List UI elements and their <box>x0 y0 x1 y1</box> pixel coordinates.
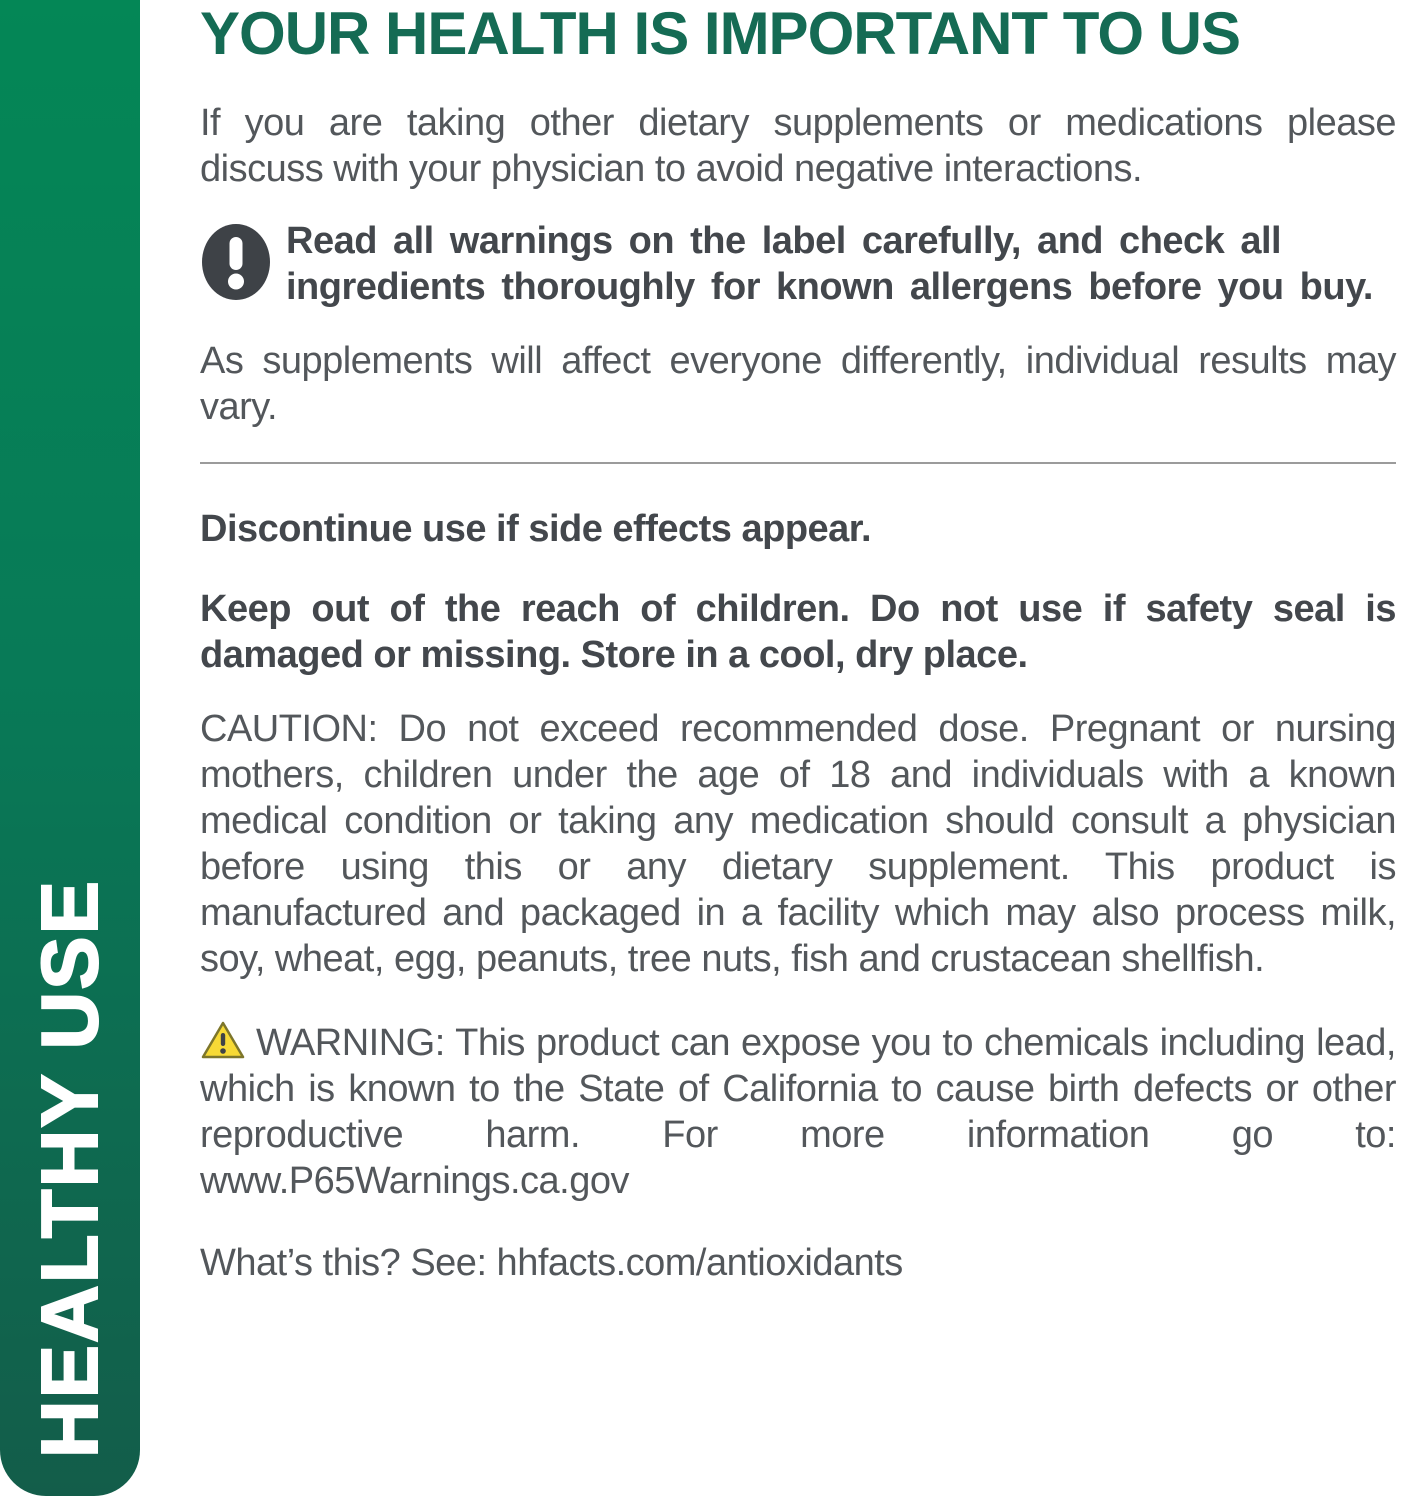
read-warnings-row <box>200 218 1396 310</box>
intro-paragraph: If you are taking other dietary supplements or medications please discuss with your physician to avoid negative interactions. <box>200 102 1396 190</box>
caution-paragraph: CAUTION: Do not exceed recommended dose. Pregnant or nursing mothers, children under the age of 18 and individuals with a known medical condition or taking any medication should consult a physician before using this or any dietary supplement. This product is manufactured and packaged in a facility which may also process milk, soy, wheat, egg, peanuts, tree nuts, fish and crustacean shellfish. <box>200 708 1396 980</box>
results-vary-paragraph: As supplements will affect everyone differently, individual results may vary. <box>200 340 1396 428</box>
whats-this-paragraph: What’s this? See: hhfacts.com/antioxidants <box>200 1242 903 1284</box>
discontinue-paragraph: Discontinue use if side effects appear. <box>200 508 872 550</box>
warning-triangle-icon <box>200 1020 246 1060</box>
page-title: YOUR HEALTH IS IMPORTANT TO US <box>200 0 1241 67</box>
exclamation-circle-icon <box>200 222 272 302</box>
sidebar-vertical-label: HEALTHY USE <box>25 878 114 1458</box>
read-warnings-text: Read all warnings on the label carefully, and check all ingredients thoroughly for known allergens before you buy. <box>286 220 1373 308</box>
keep-out-paragraph: Keep out of the reach of children. Do not use if safety seal is damaged or missing. Store in a cool, dry place. <box>200 588 1396 676</box>
label-content <box>200 0 1396 1286</box>
section-divider <box>200 462 1396 464</box>
sidebar-healthy-use <box>0 0 140 1496</box>
prop65-warning-text: WARNING: This product can expose you to chemicals including lead, which is known to the State of California to cause birth defects or other reproductive harm. For more information go to: www.P65Warnings.ca.gov <box>200 1022 1396 1202</box>
prop65-warning-paragraph <box>200 1020 1396 1204</box>
